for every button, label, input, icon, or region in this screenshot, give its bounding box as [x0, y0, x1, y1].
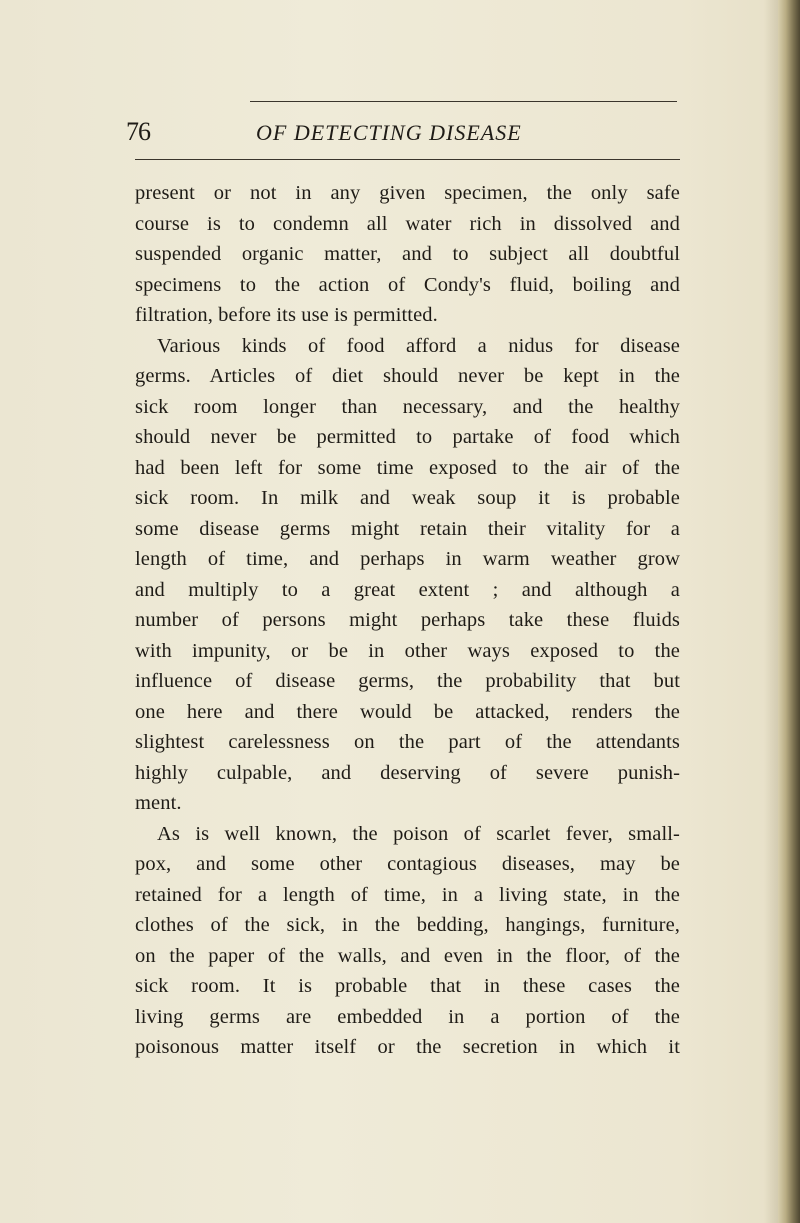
page-edge [778, 0, 800, 1223]
text-line: suspended organic matter, and to subject all doubtful [135, 243, 680, 265]
text-line: filtration, before its use is permitted. [135, 304, 438, 326]
text-line: slightest carelessness on the part of the attendants [135, 731, 680, 753]
page-number: 76 [126, 117, 150, 146]
text-line: specimens to the action of Condy's fluid, boiling and [135, 273, 680, 296]
body-text [135, 178, 680, 1063]
text-line: highly culpable, and deserving of severe punish- [135, 761, 680, 784]
running-head: OF DETECTING DISEASE [256, 120, 522, 145]
text-line: living germs are embedded in a portion of the [135, 1005, 680, 1028]
text-line: poisonous matter itself or the secretion in which it [135, 1036, 680, 1058]
text-line: one here and there would be attacked, renders the [135, 700, 680, 723]
text-line: sick room. In milk and weak soup it is probable [135, 487, 680, 509]
text-line: As is well known, the poison of scarlet fever, small- [157, 822, 680, 845]
text-line: on the paper of the walls, and even in the floor, of the [135, 944, 680, 967]
text-line: had been left for some time exposed to the air of the [135, 456, 680, 479]
gutter-shadow [764, 0, 778, 1223]
text-line: with impunity, or be in other ways exposed to the [135, 639, 680, 662]
text-line: should never be permitted to partake of food which [135, 426, 680, 448]
text-line: sick room. It is probable that in these cases the [135, 975, 680, 997]
text-line: ment. [135, 792, 182, 814]
text-line: and multiply to a great extent ; and although a [135, 578, 680, 601]
header-rule-bottom [135, 159, 680, 160]
text-line: clothes of the sick, in the bedding, hangings, furniture, [135, 914, 680, 936]
text-line: pox, and some other contagious diseases, may be [135, 853, 680, 875]
header-rule-top [250, 101, 677, 102]
text-line: length of time, and perhaps in warm weather grow [135, 548, 680, 570]
text-line: retained for a length of time, in a living state, in the [135, 883, 680, 906]
text-line: germs. Articles of diet should never be kept in the [135, 365, 680, 387]
text-line: present or not in any given specimen, the only safe [135, 182, 680, 204]
text-line: Various kinds of food afford a nidus for disease [157, 334, 680, 357]
text-line: some disease germs might retain their vitality for a [135, 517, 680, 540]
text-line: influence of disease germs, the probability that but [135, 670, 680, 692]
text-line: sick room longer than necessary, and the healthy [135, 395, 680, 418]
text-line: course is to condemn all water rich in dissolved and [135, 212, 680, 235]
text-line: number of persons might perhaps take these fluids [135, 609, 680, 631]
